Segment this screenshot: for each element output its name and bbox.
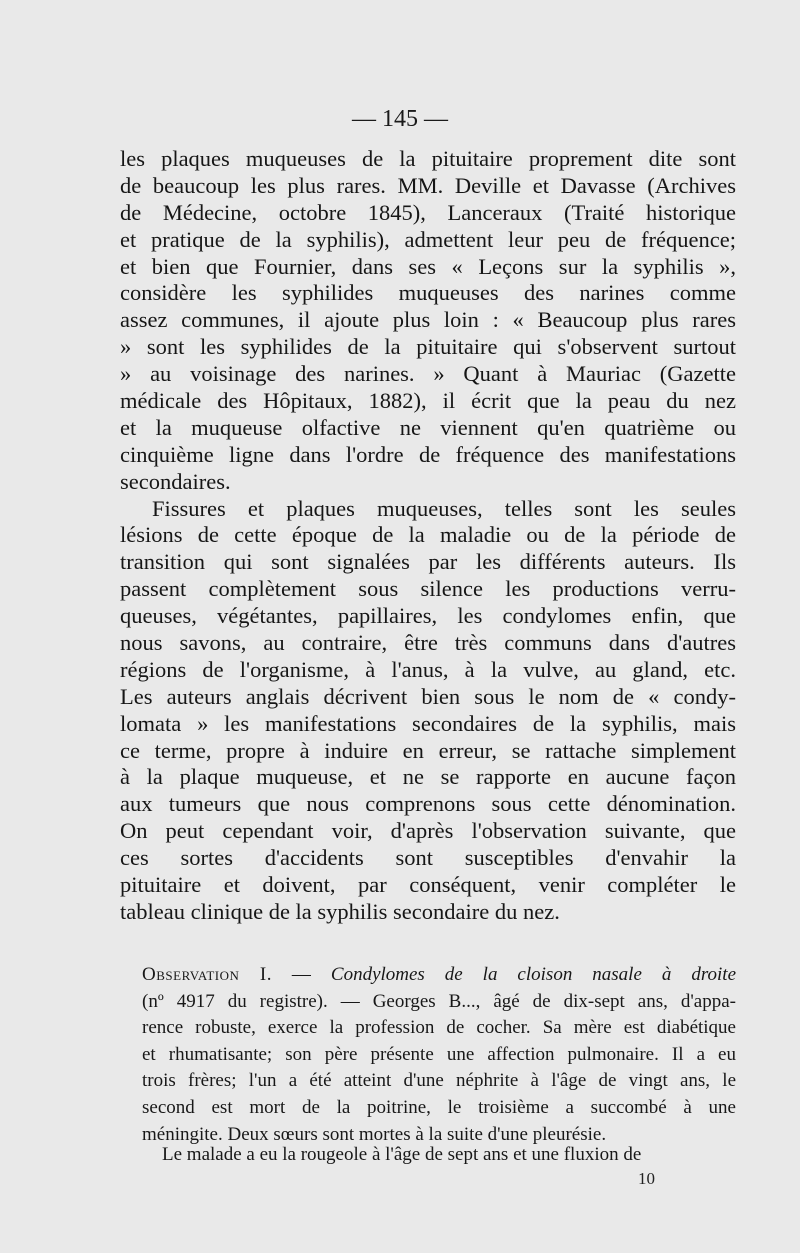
- text-line: » sont les syphilides de la pituitaire qui s'observent surtout: [120, 334, 736, 360]
- text-line: à la plaque muqueuse, et ne se rapporte en aucune façon: [120, 764, 736, 790]
- text-line: transition qui sont signalées par les différents auteurs. Ils: [120, 549, 736, 575]
- observation-line: rence robuste, exerce la profession de cocher. Sa mère est diabétique: [142, 1017, 736, 1039]
- text-line: secondaires.: [120, 468, 231, 494]
- main-text: [120, 146, 736, 926]
- text-line: lésions de cette époque de la maladie ou de la période de: [120, 522, 736, 548]
- observation-label: Observation I.: [142, 964, 272, 985]
- text-line: assez communes, il ajoute plus loin : « Beaucoup plus rares: [120, 307, 736, 333]
- observation-title: Condylomes de la cloison nasale à droite: [330, 964, 736, 985]
- text-line: les plaques muqueuses de la pituitaire proprement dite sont: [120, 146, 736, 171]
- observation-heading: [142, 962, 736, 989]
- text-line: On peut cependant voir, d'après l'observation suivante, que: [120, 818, 736, 844]
- observation-continuation: Le malade a eu la rougeole à l'âge de sept ans et une fluxion de: [162, 1144, 642, 1165]
- text-line: Fissures et plaques muqueuses, telles sont les seules: [152, 495, 736, 521]
- text-line: de Médecine, octobre 1845), Lanceraux (Traité historique: [120, 199, 736, 225]
- observation-line: second est mort de la poitrine, le troisième a succombé à une: [142, 1096, 736, 1118]
- text-line: régions de l'organisme, à l'anus, à la vulve, au gland, etc.: [120, 656, 736, 682]
- text-line: et pratique de la syphilis), admettent leur peu de fréquence;: [120, 226, 736, 252]
- text-line: considère les syphilides muqueuses des narines comme: [120, 280, 736, 306]
- observation-dash: —: [271, 964, 331, 985]
- text-line: nous savons, au contraire, être très communs dans d'autres: [120, 630, 736, 656]
- page-number: — 145 —: [352, 106, 448, 132]
- text-line: ce terme, propre à induire en erreur, se rattache simplement: [120, 737, 736, 763]
- text-line: ces sortes d'accidents sont susceptibles d'envahir la: [120, 845, 736, 871]
- text-line: et bien que Fournier, dans ses « Leçons sur la syphilis »,: [120, 253, 736, 279]
- signature-mark: 10: [638, 1169, 655, 1188]
- text-line: lomata » les manifestations secondaires de la syphilis, mais: [120, 710, 736, 736]
- text-line: Les auteurs anglais décrivent bien sous le nom de « condy-: [120, 683, 736, 709]
- observation-line: trois frères; l'un a été atteint d'une néphrite à l'âge de vingt ans, le: [142, 1070, 736, 1092]
- text-line: tableau clinique de la syphilis secondaire du nez.: [120, 898, 560, 924]
- text-line: » au voisinage des narines. » Quant à Mauriac (Gazette: [120, 361, 736, 387]
- observation-line: et rhumatisante; son père présente une affection pulmonaire. Il a eu: [142, 1043, 736, 1065]
- text-line: et la muqueuse olfactive ne viennent qu'en quatrième ou: [120, 414, 736, 440]
- text-line: pituitaire et doivent, par conséquent, venir compléter le: [120, 872, 736, 898]
- observation-block: [142, 962, 736, 1148]
- text-line: cinquième ligne dans l'ordre de fréquence des manifestations: [120, 441, 736, 467]
- text-line: passent complètement sous silence les productions verru-: [120, 576, 736, 602]
- text-line: médicale des Hôpitaux, 1882), il écrit que la peau du nez: [120, 388, 736, 414]
- observation-line: méningite. Deux sœurs sont mortes à la suite d'une pleurésie.: [142, 1123, 607, 1145]
- text-line: de beaucoup les plus rares. MM. Deville et Davasse (Archives: [120, 172, 736, 198]
- observation-line: (nº 4917 du registre). — Georges B..., âgé de dix-sept ans, d'appa-: [142, 990, 736, 1012]
- text-line: aux tumeurs que nous comprenons sous cette dénomination.: [120, 791, 736, 817]
- text-line: queuses, végétantes, papillaires, les condylomes enfin, que: [120, 603, 736, 629]
